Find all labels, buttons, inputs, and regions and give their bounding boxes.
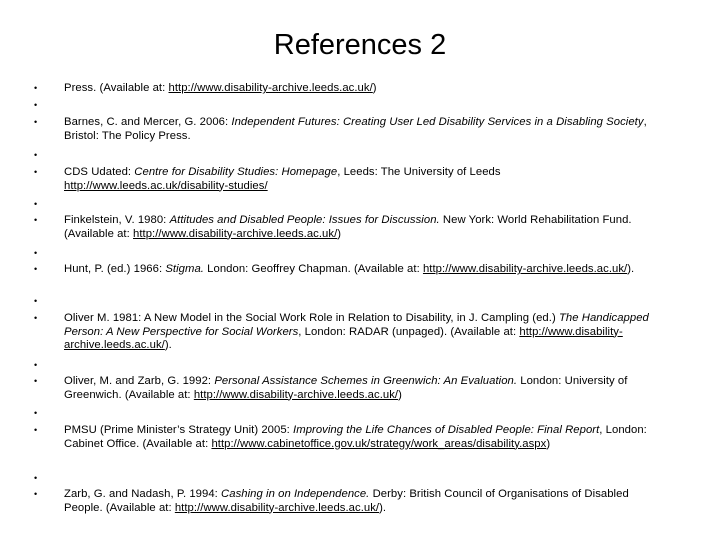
reference-text-pre: Oliver, M. and Zarb, G. 1992: [64, 375, 215, 387]
reference-text-pre: PMSU (Prime Minister’s Strategy Unit) 2005: [64, 424, 294, 436]
reference-text-post: London: Geoffrey Chapman. (Available at: [203, 263, 423, 275]
bullet: • [34, 167, 38, 177]
reference-text-pre: CDS Udated: [64, 166, 135, 178]
reference-text-post: , Bristol: The Policy Press. [64, 116, 647, 142]
reference-text-post: London: University of Greenwich. (Available at: [64, 375, 628, 401]
bullet: • [34, 425, 38, 435]
bullet: • [34, 264, 38, 274]
reference-text-post: New York: World Rehabilitation Fund. (Available at: [64, 214, 632, 240]
bullet: • [34, 150, 38, 160]
reference-text-pre: Zarb, G. and Nadash, P. 1994: [64, 488, 222, 500]
bullet: • [34, 296, 38, 306]
reference-text-pre: Oliver M. 1981: A New Model in the Social Work Role in Relation to Disability, in J. Campling (ed.) [64, 312, 559, 324]
reference-text-post: ) [372, 82, 377, 94]
reference-text [64, 82, 660, 96]
bullet: • [34, 248, 38, 258]
reference-title: Cashing in on Independence. [221, 488, 370, 500]
bullet: • [34, 215, 38, 225]
reference-title: Independent Futures: Creating User Led Disability Services in a Disabling Society [231, 116, 644, 128]
bullet: • [34, 360, 38, 370]
reference-text [64, 214, 660, 241]
bullet: • [34, 117, 38, 127]
reference-text-post2: ). [627, 263, 635, 275]
reference-text-post2: ) [337, 227, 342, 240]
bullet: • [34, 473, 38, 483]
bullet: • [34, 376, 38, 386]
reference-title: Attitudes and Disabled People: Issues for Discussion. [169, 214, 440, 226]
reference-text-pre: Press. (Available at: [64, 82, 169, 94]
reference-text [64, 488, 660, 515]
reference-text [64, 263, 660, 277]
reference-title: Improving the Life Chances of Disabled People: Final Report [293, 424, 600, 436]
reference-text-post2: ). [164, 339, 172, 351]
archive-link[interactable]: http://www.disability-archive.leeds.ac.uk/ [193, 388, 399, 401]
reference-title: The Handicapped Person: A New Perspective for Social Workers [64, 312, 649, 338]
reference-text-post: , London: Cabinet Office. (Available at: [64, 424, 647, 450]
slide-title: References 2 [273, 29, 447, 61]
bullet: • [34, 100, 38, 110]
reference-text [64, 312, 660, 353]
cabinet-office-link[interactable]: http://www.cabinetoffice.gov.uk/strategy/work_areas/disability.aspx [211, 437, 547, 450]
reference-text-post2: ) [546, 437, 551, 450]
archive-link[interactable]: http://www.disability-archive.leeds.ac.uk/ [174, 501, 380, 514]
reference-text-post: , Leeds: The University of Leeds [337, 166, 501, 178]
reference-title: Centre for Disability Studies: Homepage [134, 166, 338, 178]
archive-link[interactable]: http://www.disability-archive.leeds.ac.uk/ [168, 82, 373, 94]
archive-link[interactable]: http://www.disability-archive.leeds.ac.uk/ [64, 325, 623, 351]
reference-title: Stigma. [165, 263, 204, 275]
bullet: • [34, 83, 38, 93]
reference-text-post: , London: RADAR (unpaged). (Available at: [298, 325, 520, 338]
bullet: • [34, 408, 38, 418]
bullet: • [34, 489, 38, 499]
archive-link[interactable]: http://www.disability-archive.leeds.ac.uk/ [422, 263, 628, 275]
reference-text-post: Derby: British Council of Organisations of Disabled People. (Available at: [64, 488, 629, 514]
reference-text-pre: Barnes, C. and Mercer, G. 2006: [64, 116, 232, 128]
reference-text-post2: ) [398, 388, 402, 401]
reference-text [64, 424, 660, 451]
reference-text [64, 116, 660, 143]
bullet: • [34, 313, 38, 323]
archive-link[interactable]: http://www.disability-archive.leeds.ac.uk/ [133, 227, 338, 240]
cds-homepage-link[interactable]: http://www.leeds.ac.uk/disability-studies/ [64, 179, 268, 192]
reference-text-post2: ). [379, 501, 387, 514]
reference-title: Personal Assistance Schemes in Greenwich: An Evaluation. [214, 375, 518, 387]
reference-text-pre: Hunt, P. (ed.) 1966: [64, 263, 166, 275]
reference-text [64, 375, 660, 402]
reference-text-pre: Finkelstein, V. 1980: [64, 214, 170, 226]
reference-text [64, 166, 660, 193]
bullet: • [34, 199, 38, 209]
